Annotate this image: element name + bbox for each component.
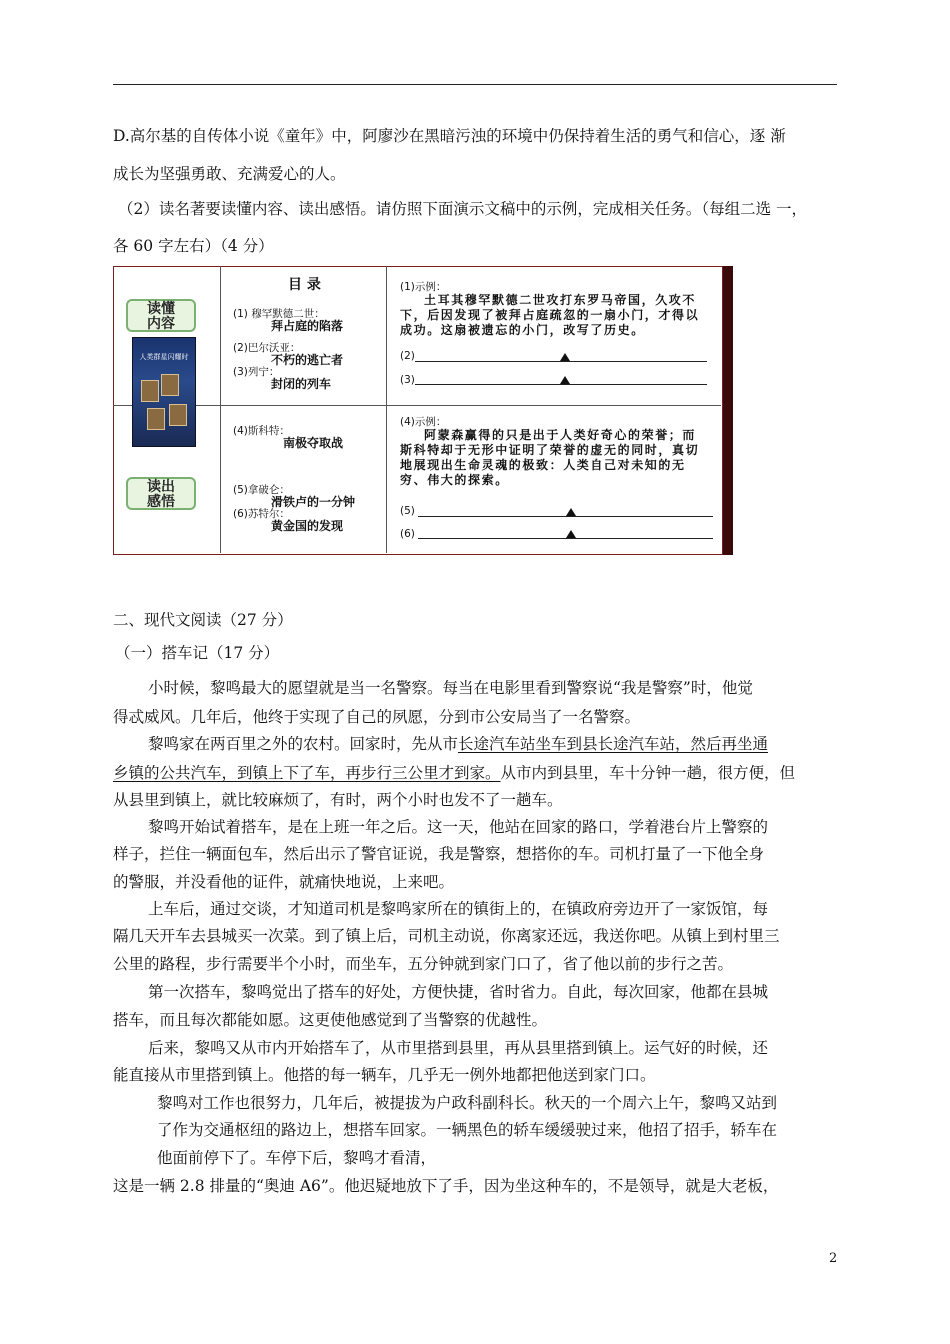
slide-figure: [113, 266, 733, 555]
toc-title: 黄金国的发现: [271, 519, 344, 533]
toc-title: 不朽的逃亡者: [271, 353, 344, 367]
story-line: 样子，拦住一辆面包车，然后出示了警官证说，我是警察，想搭你的车。司机打量了一下他全身: [113, 845, 765, 863]
book-title: 人类群星闪耀时: [139, 353, 189, 361]
paragraph-line: （2）读名著要读懂内容、读出感悟。请仿照下面演示文稿中的示例，完成相关任务。（每组二选 一，: [118, 200, 808, 218]
toc-title: 滑铁卢的一分钟: [271, 495, 356, 509]
section-title: 二、现代文阅读（27 分）: [113, 611, 293, 629]
story-line: 后来，黎鸣又从市内开始搭车了，从市里搭到县里，再从县里搭到镇上。运气好的时候，还: [148, 1039, 769, 1057]
slide-edge: [723, 266, 733, 555]
story-line: 了作为交通枢纽的路边上，想搭车回家。一辆黑色的轿车缓缓驶过来，他招了招手，轿车在: [157, 1121, 778, 1139]
toc-title: 拜占庭的陷落: [271, 319, 344, 333]
story-line: 黎鸣开始试着搭车，是在上班一年之后。这一天，他站在回家的路口，学着港台片上警察的: [148, 818, 769, 836]
portrait-image: [161, 374, 179, 396]
toc-label: (2)巴尔沃亚：: [233, 342, 301, 354]
story-line: 从县里到镇上，就比较麻烦了，有时，两个小时也发不了一趟车。: [113, 791, 563, 809]
toc-label: (5)拿破仑：: [233, 484, 290, 496]
example-text: 阿蒙森赢得的只是出于人类好奇心的荣誉；而斯科特却于无形中证明了荣誉的虚无的同时，真切地展现出生命灵魂的极致：人类自己对未知的无穷、伟大的探索。: [400, 428, 700, 487]
toc-label: (4)斯科特：: [233, 425, 290, 437]
story-text: 从市内到县里，车十分钟一趟，很方便，但: [500, 764, 796, 782]
answer-blank: [415, 361, 707, 362]
portrait-image: [147, 408, 165, 430]
toc-label: (6)苏特尔：: [233, 508, 290, 520]
story-line: 能直接从市里搭到镇上。他搭的每一辆车，几乎无一例外地都把他送到家门口。: [113, 1066, 656, 1084]
story-line: 的警服，并没看他的证件，就痛快地说，上来吧。: [113, 873, 455, 891]
blank-label: (6): [400, 528, 415, 540]
portrait-image: [169, 404, 187, 426]
story-line: 小时候，黎鸣最大的愿望就是当一名警察。每当在电影里看到警察说“我是警察”时，他觉: [148, 679, 753, 697]
tag-line: 读出: [147, 479, 175, 495]
triangle-icon: [566, 530, 576, 538]
book-cover-image: [132, 337, 196, 447]
answer-blank: [418, 538, 713, 539]
tag-line: 内容: [147, 316, 175, 332]
divider: [113, 405, 721, 406]
divider: [386, 266, 387, 553]
header-rule: [113, 84, 837, 85]
story-line: 上车后，通过交谈，才知道司机是黎鸣家所在的镇街上的，在镇政府旁边开了一家饭馆，每: [148, 900, 769, 918]
story-line: [113, 763, 795, 783]
subsection-title: （一）搭车记（17 分）: [115, 644, 280, 662]
underlined-text: 乡镇的公共汽车，到镇上下了车，再步行三公里才到家。: [113, 764, 501, 782]
paragraph-line: 各 60 字左右）（4 分）: [113, 237, 274, 255]
answer-blank: [415, 384, 707, 385]
story-line: 公里的路程，步行需要半个小时，而坐车，五分钟就到家门口了，省了他以前的步行之苦。: [113, 955, 734, 973]
example-label: (4)示例：: [400, 416, 447, 428]
paragraph-line: 成长为坚强勇敢、充满爱心的人。: [113, 165, 346, 183]
toc-label: (3)列宁：: [233, 366, 280, 378]
answer-blank: [418, 516, 713, 517]
tag-line: 感悟: [147, 494, 175, 510]
example-label: (1)示例：: [400, 281, 447, 293]
story-line: 搭车，而且每次都能如愿。这更使他感觉到了当警察的优越性。: [113, 1011, 548, 1029]
triangle-icon: [560, 376, 570, 384]
toc-label: (1) 穆罕默德二世：: [233, 308, 325, 320]
story-line: [148, 734, 768, 754]
divider: [220, 266, 221, 553]
triangle-icon: [560, 353, 570, 361]
blank-label: (2): [400, 350, 415, 362]
story-text: 黎鸣家在两百里之外的农村。回家时，先从市: [148, 735, 459, 753]
tag-read-content: [126, 299, 196, 332]
tag-read-insight: [126, 477, 196, 510]
story-line: 隔几天开车去县城买一次菜。到了镇上后，司机主动说，你离家还远，我送你吧。从镇上到村里三: [113, 927, 780, 945]
story-line: 他面前停下了。车停下后，黎鸣才看清，: [157, 1149, 437, 1167]
underlined-text: 长途汽车站坐车到县长途汽车站，然后再坐通: [458, 735, 769, 753]
tag-line: 读懂: [147, 301, 175, 317]
toc-heading: 目 录: [288, 277, 321, 293]
page-number: 2: [829, 1251, 838, 1266]
story-line: 第一次搭车，黎鸣觉出了搭车的好处，方便快捷，省时省力。自此，每次回家，他都在县城: [148, 983, 769, 1001]
blank-label: (3): [400, 374, 415, 386]
blank-label: (5): [400, 505, 415, 517]
toc-title: 南极夺取战: [283, 436, 344, 450]
story-line: 黎鸣对工作也很努力，几年后，被提拔为户政科副科长。秋天的一个周六上午，黎鸣又站到: [157, 1094, 778, 1112]
story-line: 这是一辆 2.8 排量的“奥迪 A6”。他迟疑地放下了手，因为坐这种车的，不是领导，就是大老板，: [113, 1177, 779, 1195]
toc-title: 封闭的列车: [271, 377, 332, 391]
example-text: 土耳其穆罕默德二世攻打东罗马帝国，久攻不下，后因发现了被拜占庭疏忽的一扇小门，才得以成功。这扇被遗忘的小门，改写了历史。: [400, 293, 700, 337]
triangle-icon: [566, 508, 576, 516]
paragraph-line: D.高尔基的自传体小说《童年》中，阿廖沙在黑暗污浊的环境中仍保持着生活的勇气和信心，逐 渐: [113, 127, 786, 145]
portrait-image: [141, 380, 159, 402]
story-line: 得忒威风。几年后，他终于实现了自己的夙愿，分到市公安局当了一名警察。: [113, 708, 641, 726]
